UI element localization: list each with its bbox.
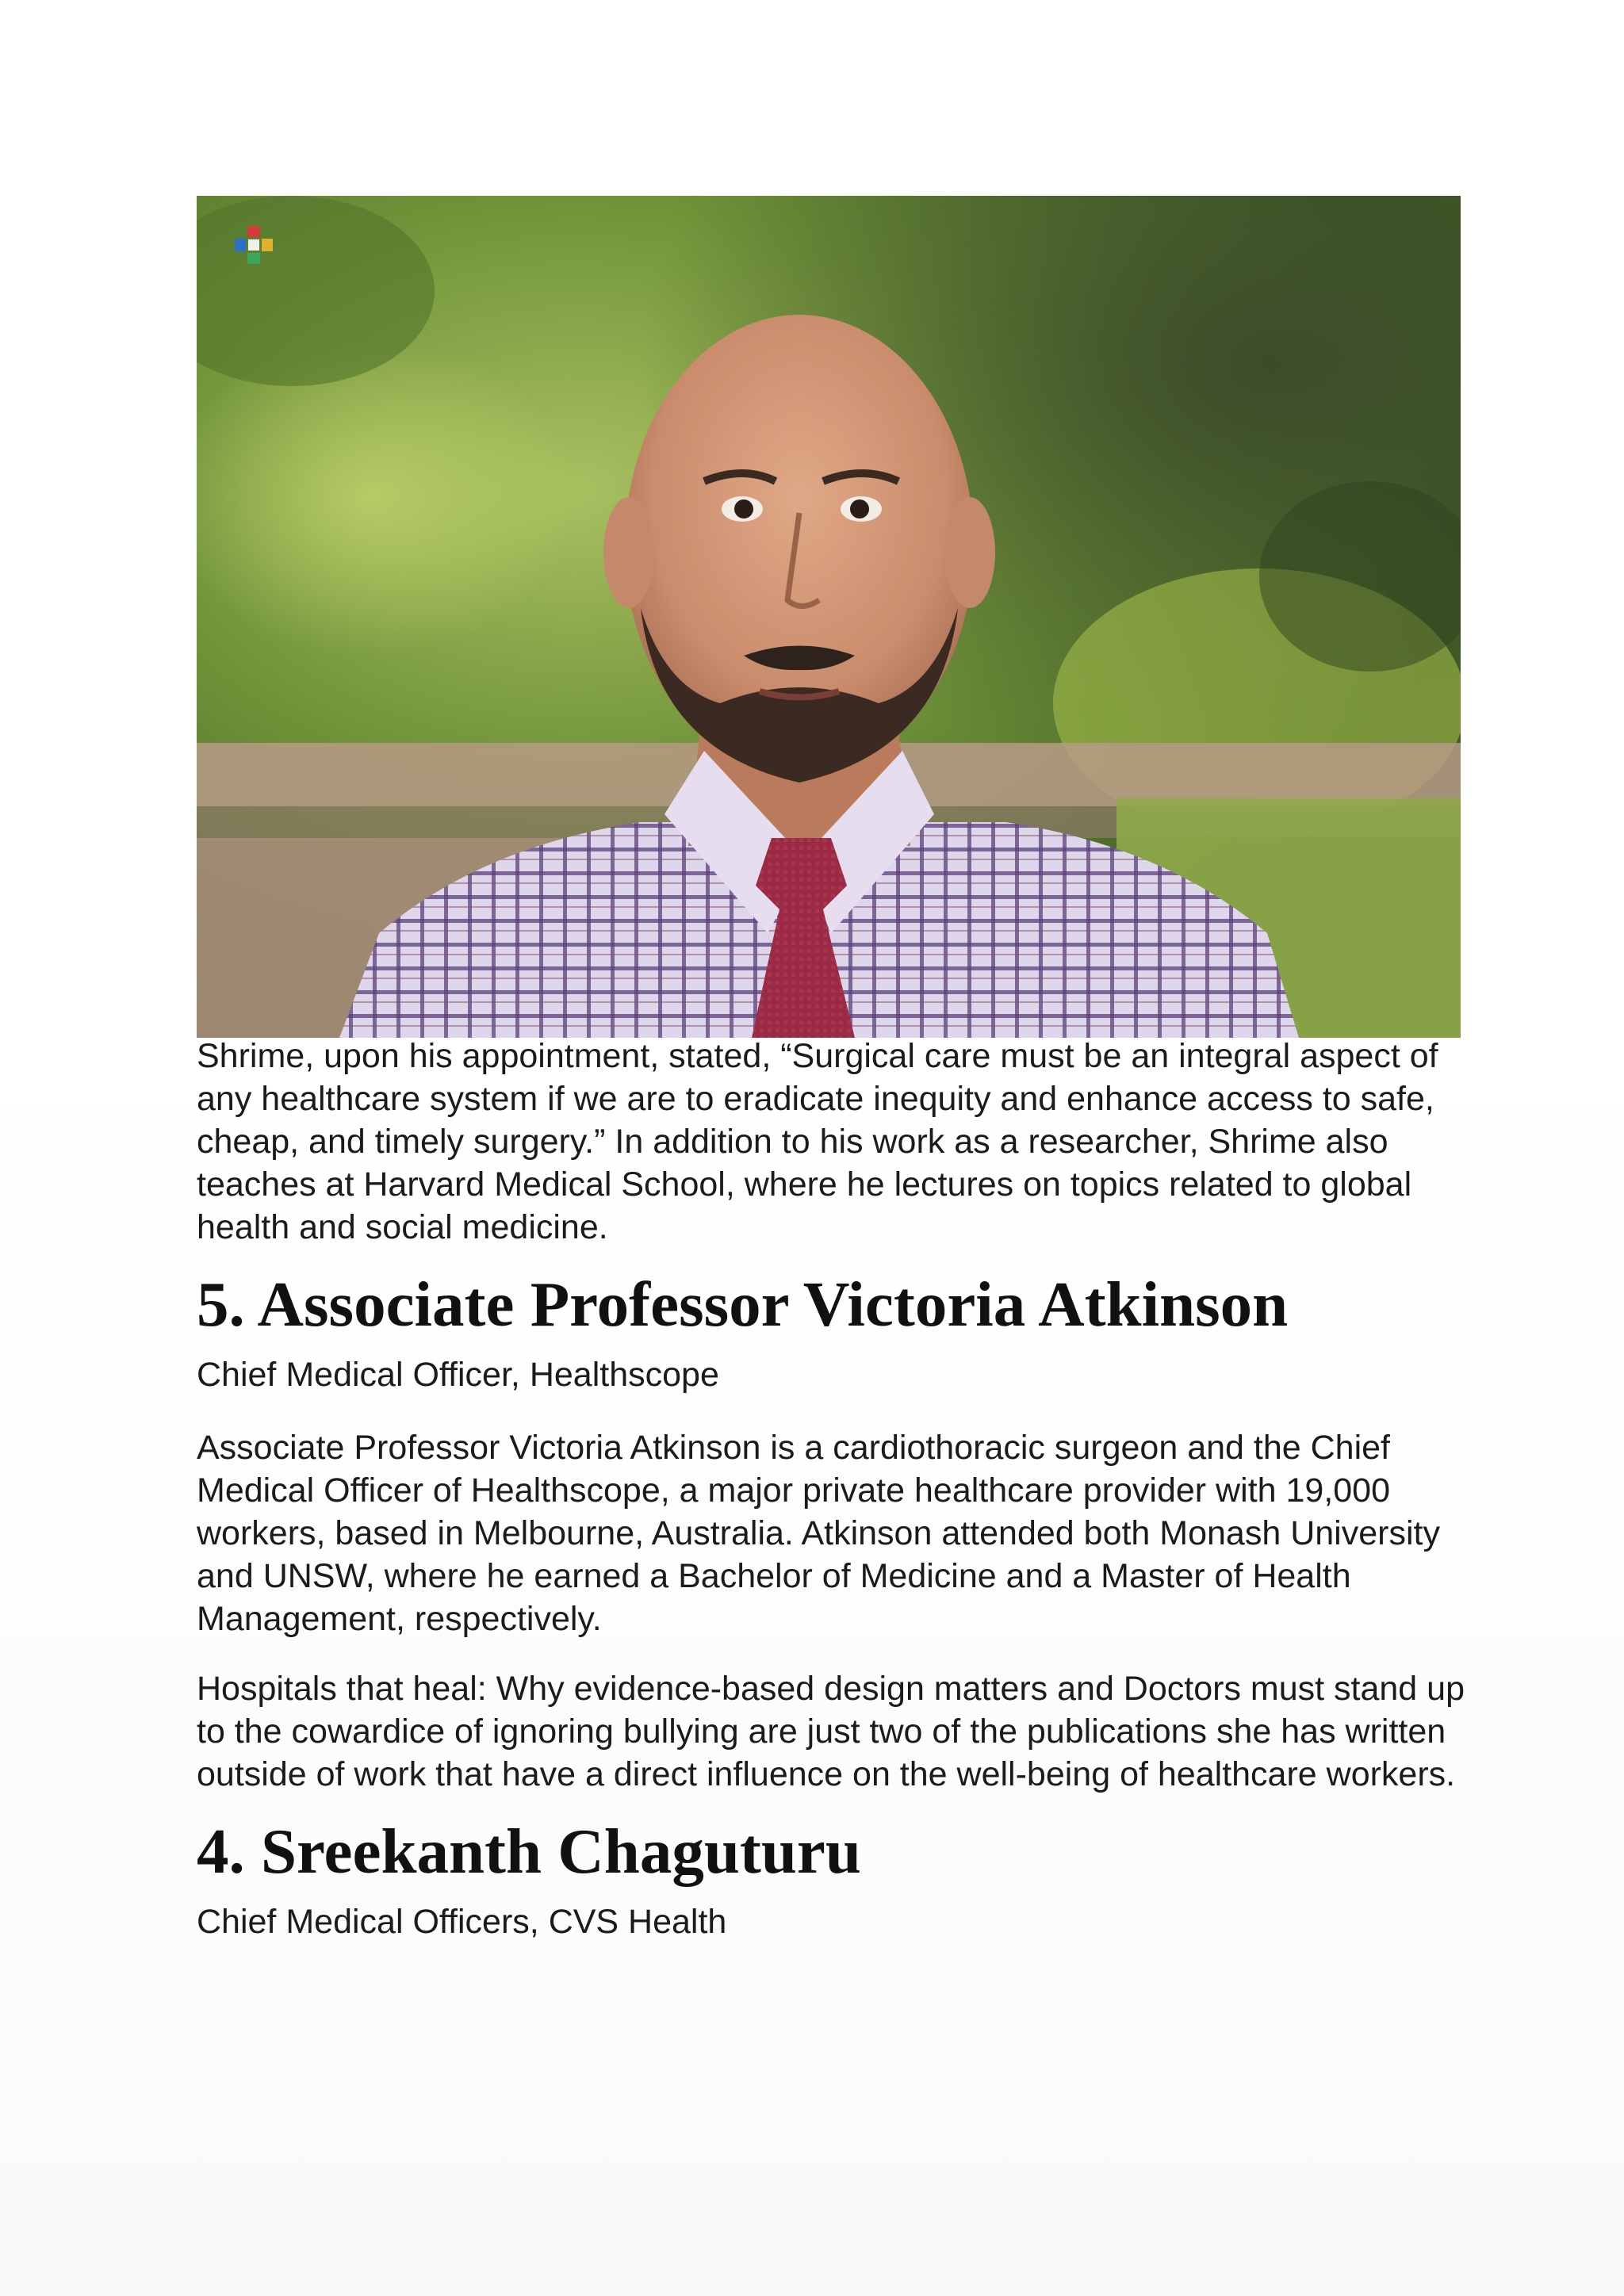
section-heading-atkinson: 5. Associate Professor Victoria Atkinson — [197, 1269, 1289, 1340]
atkinson-paragraph-2: Hospitals that heal: Why evidence-based design matters and Doctors must stand up to the cowardice of ignoring bullying are just two of the publications she has written outside of work that have a direct influence on the well-being of healthcare workers. — [197, 1670, 1465, 1793]
site-logo-icon — [232, 223, 276, 267]
section-subtitle-chaguturu: Chief Medical Officers, CVS Health — [197, 1903, 727, 1941]
portrait-photo — [197, 196, 1461, 1038]
section-heading-chaguturu: 4. Sreekanth Chaguturu — [197, 1816, 861, 1887]
article-body — [197, 1035, 1465, 1973]
section-subtitle-atkinson: Chief Medical Officer, Healthscope — [197, 1356, 719, 1394]
atkinson-paragraph-1: Associate Professor Victoria Atkinson is a cardiothoracic surgeon and the Chief Medical Officer of Healthscope, a major private healthcare provider with 19,000 workers, based in Melbourne, Australia. Atkinson attended both Monash University and UNSW, where he earned a Bachelor of Medicine and a Master of Health Management, respectively. — [197, 1429, 1440, 1638]
intro-paragraph: Shrime, upon his appointment, stated, “Surgical care must be an integral aspect of any healthcare system if we are to eradicate inequity and enhance access to safe, cheap, and timely surgery.” In addition to his work as a researcher, Shrime also teaches at Harvard Medical School, where he lectures on topics related to global health and social medicine. — [197, 1037, 1438, 1246]
